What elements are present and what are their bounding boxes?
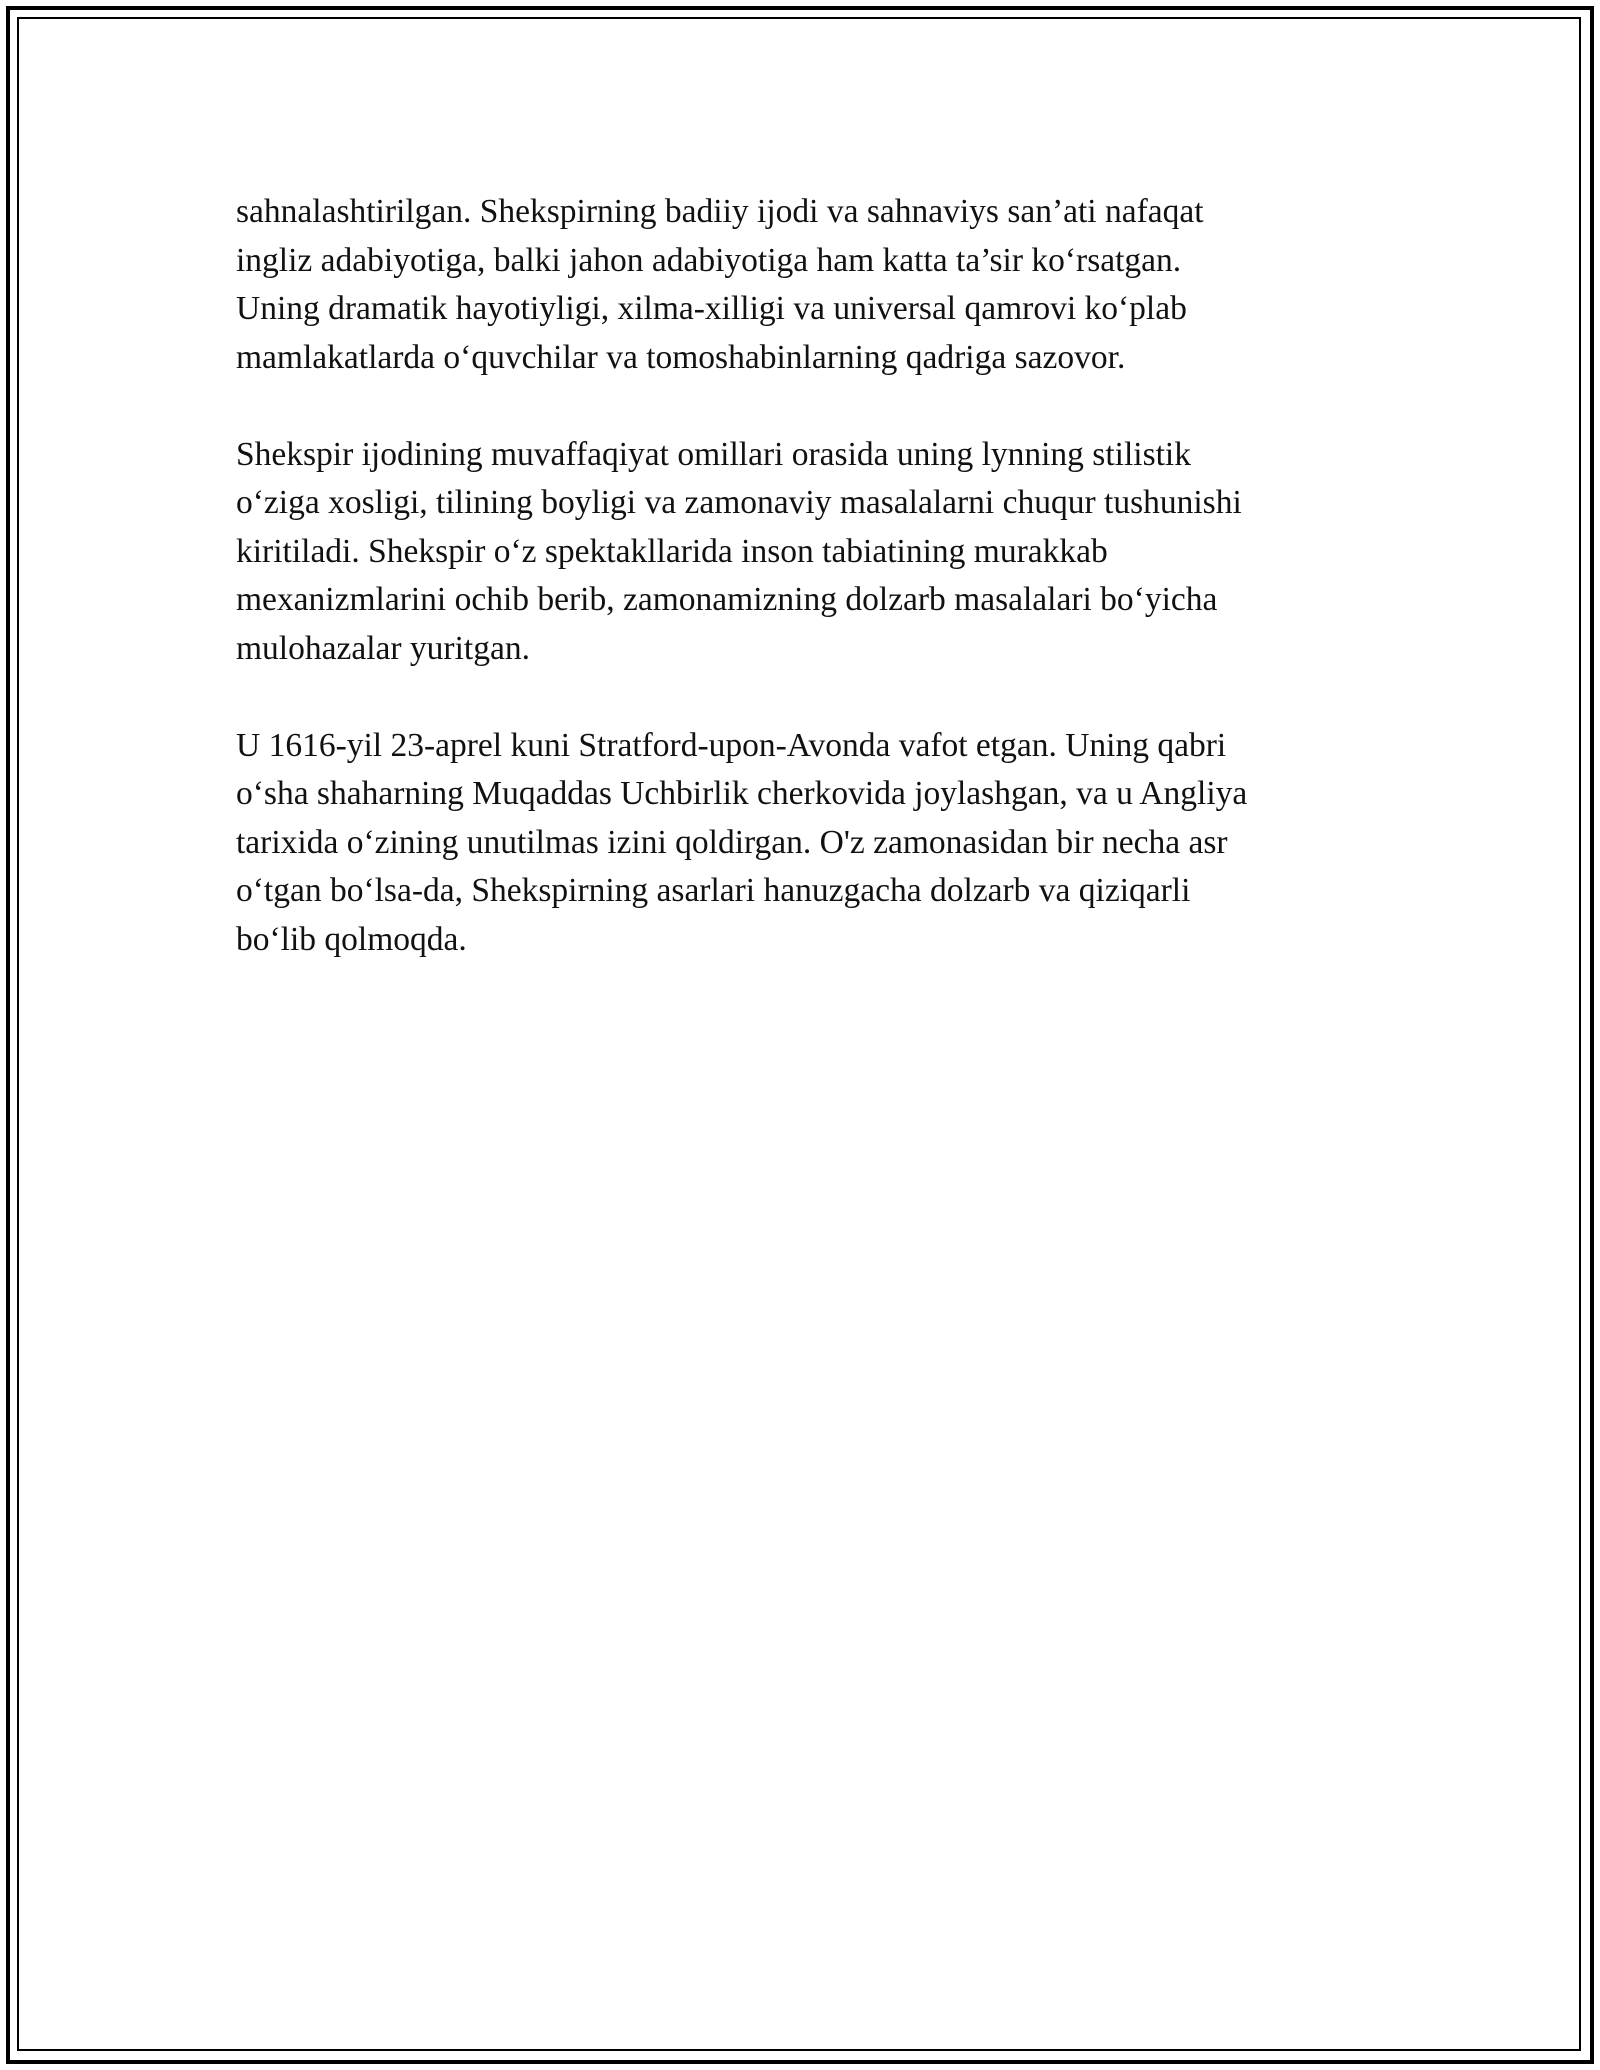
text-line: o‘ziga xosligi, tilining boyligi va zamonaviy masalalarni chuqur tushunishi [236,484,1242,521]
text-line: mulohazalar yuritgan. [236,629,530,667]
text-line: o‘tgan bo‘lsa-da, Shekspirning asarlari hanuzgacha dolzarb va qiziqarli [236,872,1191,909]
text-line: mamlakatlarda o‘quvchilar va tomoshabinlarning qadriga sazovor. [236,338,1126,376]
text-line: tarixida o‘zining unutilmas izini qoldirgan. O'z zamonasidan bir necha asr [236,823,1228,861]
paragraph [236,431,1366,674]
paragraph [236,188,1366,382]
text-line: Uning dramatik hayotiyligi, xilma-xilligi va universal qamrovi ko‘plab [236,290,1187,327]
paragraph [236,722,1366,965]
text-line: Shekspir ijodining muvaffaqiyat omillari orasida uning lynning stilistik [236,435,1191,473]
text-line: ingliz adabiyotiga, balki jahon adabiyotiga ham katta ta’sir ko‘rsatgan. [236,241,1182,279]
text-line: o‘sha shaharning Muqaddas Uchbirlik cherkovida joylashgan, va u Angliya [236,775,1248,812]
text-line: kiritiladi. Shekspir o‘z spektakllarida inson tabiatining murakkab [236,532,1108,570]
document-body [236,188,1366,1013]
text-line: bo‘lib qolmoqda. [236,920,467,958]
text-line: sahnalashtirilgan. Shekspirning badiiy ijodi va sahnaviys san’ati nafaqat [236,193,1204,230]
text-line: mexanizmlarini ochib berib, zamonamizning dolzarb masalalari bo‘yicha [236,581,1218,618]
text-line: U 1616-yil 23-aprel kuni Stratford-upon-Avonda vafot etgan. Uning qabri [236,726,1227,764]
